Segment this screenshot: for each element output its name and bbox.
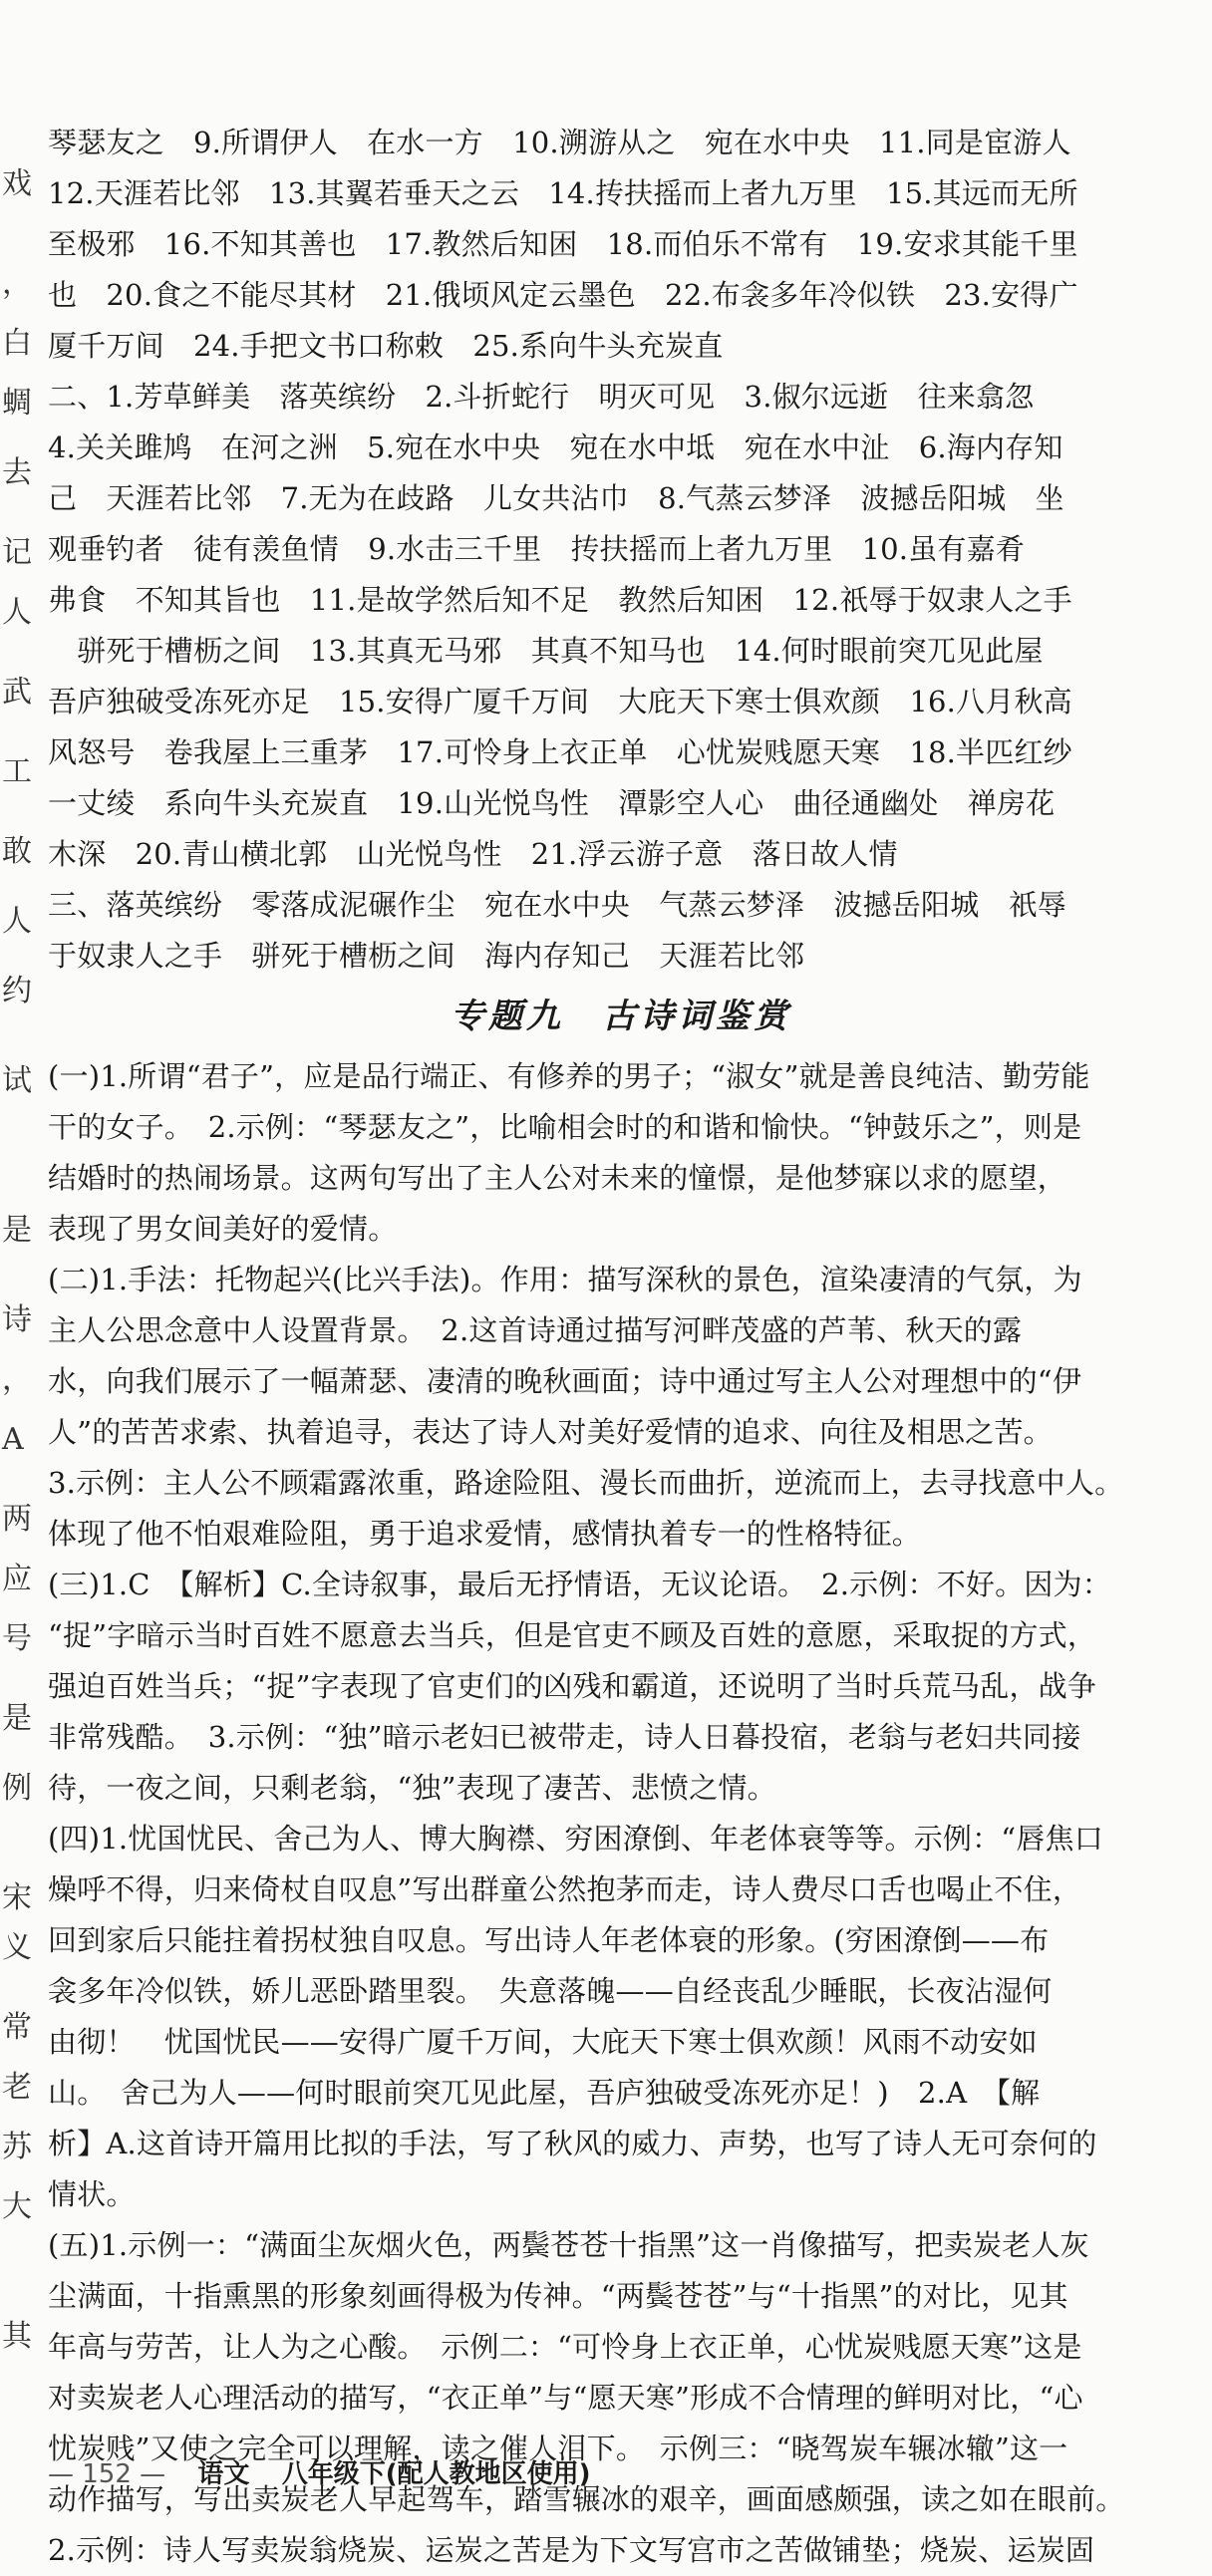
fill-in-answers-block (48, 118, 1194, 982)
section-title: 专题九 古诗词鉴赏 (451, 997, 791, 1036)
margin-glyph: 敢 (2, 834, 32, 869)
appreciation-line: 3.示例：主人公不顾霜露浓重，路途险阻、漫长而曲折，逆流而上，去寻找意中人。 (48, 1466, 1124, 1500)
appreciation-line: 衾多年冷似铁，娇儿恶卧踏里裂。 失意落魄——自经丧乱少睡眠，长夜沾湿何 (48, 1974, 1053, 2008)
appreciation-line: 表现了男女间美好的爱情。 (48, 1212, 398, 1246)
answer-line: 琴瑟友之 9.所谓伊人 在水一方 10.溯游从之 宛在水中央 11.同是宦游人 (48, 126, 1071, 159)
answer-line: 风怒号 卷我屋上三重茅 17.可怜身上衣正单 心忧炭贱愿天寒 18.半匹红纱 (48, 735, 1072, 769)
appreciation-line: 人”的苦苦求索、执着追寻，表达了诗人对美好爱情的追求、向往及相思之苦。 (48, 1415, 1053, 1449)
margin-glyph: 戏 (2, 166, 32, 201)
appreciation-line: 主人公思念意中人设置背景。 2.这首诗通过描写河畔茂盛的芦苇、秋天的露 (48, 1313, 1023, 1347)
subject-label: 语文 (197, 2459, 250, 2489)
appreciation-line: 尘满面，十指熏黑的形象刻画得极为传神。“两鬓苍苍”与“十指黑”的对比，见其 (48, 2279, 1068, 2313)
appreciation-line: 2.示例：诗人写卖炭翁烧炭、运炭之苦是为下文写宫市之苦做铺垫；烧炭、运炭固 (48, 2533, 1095, 2567)
answer-line: 观垂钓者 徒有羡鱼情 9.水击三千里 抟扶摇而上者九万里 10.虽有嘉肴 (48, 532, 1025, 566)
margin-glyph: 武 (2, 675, 32, 710)
margin-glyph: ， (2, 1362, 32, 1397)
appreciation-line: 燥呼不得，归来倚杖自叹息”写出群童公然抱茅而走，诗人费尽口舌也喝止不住， (48, 1872, 1082, 1906)
margin-glyph: 记 (2, 535, 32, 570)
appreciation-line: 情状。 (48, 2177, 136, 2211)
appreciation-line: 非常残酷。 3.示例：“独”暗示老妇已被带走，诗人日暮投宿，老翁与老妇共同接 (48, 1720, 1081, 1754)
answer-line: 至极邪 16.不知其善也 17.教然后知困 18.而伯乐不常有 19.安求其能千里 (48, 227, 1078, 261)
appreciation-line: 对卖炭老人心理活动的描写，“衣正单”与“愿天寒”形成不合情理的鲜明对比，“心 (48, 2381, 1083, 2415)
grade-label: 八年级下(配人教地区使用) (281, 2459, 591, 2489)
margin-glyph: 应 (2, 1562, 32, 1596)
margin-glyph: 老 (2, 2070, 32, 2105)
page-footer (48, 2454, 590, 2494)
margin-glyph: A (2, 1422, 24, 1457)
margin-glyph: 号 (2, 1621, 32, 1656)
margin-glyph: 蜩 (2, 386, 32, 421)
margin-glyph: 例 (2, 1771, 32, 1806)
appreciation-line: 析】A.这首诗开篇用比拟的手法，写了秋风的威力、声势，也写了诗人无可奈何的 (48, 2127, 1097, 2160)
answer-line: 厦千万间 24.手把文书口称敕 25.系向牛头充炭直 (48, 329, 724, 363)
margin-glyph: 两 (2, 1502, 32, 1537)
margin-glyph: 约 (2, 974, 32, 1008)
appreciation-line: 干的女子。 2.示例：“琴瑟友之”，比喻相会时的和谐和愉快。“钟鼓乐之”，则是 (48, 1110, 1082, 1144)
appreciation-line: 由彻！ 忧国忧民——安得广厦千万间，大庇天下寒士俱欢颜！风雨不动安如 (48, 2025, 1038, 2059)
appreciation-line: 强迫百姓当兵；“捉”字表现了官吏们的凶残和霸道，还说明了当时兵荒马乱，战争 (48, 1669, 1097, 1703)
appreciation-line: 回到家后只能拄着拐杖独自叹息。写出诗人年老体衰的形象。(穷困潦倒——布 (48, 1923, 1050, 1957)
appreciation-line: (五)1.示例一：“满面尘灰烟火色，两鬓苍苍十指黑”这一肖像描写，把卖炭老人灰 (48, 2228, 1089, 2262)
margin-glyph: 去 (2, 455, 32, 490)
answer-line: 弗食 不知其旨也 11.是故学然后知不足 教然后知困 12.祇辱于奴隶人之手 (48, 583, 1072, 617)
margin-glyph: 白 (2, 326, 32, 361)
answer-line: 4.关关雎鸠 在河之洲 5.宛在水中央 宛在水中坻 宛在水中沚 6.海内存知 (48, 430, 1063, 464)
appreciation-line: (三)1.C 【解析】C.全诗叙事，最后无抒情语，无议论语。 2.示例：不好。因为： (48, 1568, 1111, 1601)
margin-glyph: 试 (2, 1063, 32, 1098)
appreciation-line: 结婚时的热闹场景。这两句写出了主人公对未来的憧憬，是他梦寐以求的愿望， (48, 1161, 1067, 1195)
answer-line: 己 天涯若比邻 7.无为在歧路 儿女共沾巾 8.气蒸云梦泽 波撼岳阳城 坐 (48, 481, 1064, 515)
appreciation-line: 忧炭贱”又使之完全可以理解，读之催人泪下。 示例三：“晓驾炭车辗冰辙”这一 (48, 2432, 1068, 2465)
margin-glyph: 人 (2, 595, 32, 630)
appreciation-line: (一)1.所谓“君子”，应是品行端正、有修养的男子；“淑女”就是善良纯洁、勤劳能 (48, 1059, 1090, 1093)
appreciation-line: (四)1.忧国忧民、舍己为人、博大胸襟、穷困潦倒、年老体衰等等。示例：“唇焦口 (48, 1822, 1103, 1856)
margin-glyph: 常 (2, 2010, 32, 2045)
appreciation-line: 水，向我们展示了一幅萧瑟、凄清的晚秋画面；诗中通过写主人公对理想中的“伊 (48, 1364, 1082, 1398)
appreciation-line: 年高与劳苦，让人为之心酸。 示例二：“可怜身上衣正单，心忧炭贱愿天寒”这是 (48, 2330, 1082, 2364)
page-number: — 152 — (48, 2459, 166, 2489)
answer-line: 吾庐独破受冻死亦足 15.安得广厦千万间 大庇天下寒士俱欢颜 16.八月秋高 (48, 685, 1072, 718)
answer-line: 于奴隶人之手 骈死于槽枥之间 海内存知己 天涯若比邻 (48, 939, 805, 973)
appreciation-line: “捉”字暗示当时百姓不愿意去当兵，但是官吏不顾及百姓的意愿，采取捉的方式， (48, 1618, 1097, 1652)
margin-glyph: 诗 (2, 1302, 32, 1337)
margin-glyph: 其 (2, 2319, 32, 2354)
left-margin-bleed (0, 0, 40, 2514)
margin-glyph: 义 (2, 1930, 32, 1965)
appreciation-line: 体现了他不怕艰难险阻，勇于追求爱情，感情执着专一的性格特征。 (48, 1517, 922, 1551)
margin-glyph: 工 (2, 754, 32, 789)
margin-glyph: 是 (2, 1213, 32, 1248)
margin-glyph: 宋 (2, 1880, 32, 1915)
margin-glyph: 大 (2, 2189, 32, 2224)
appreciation-line: 动作描写，写出卖炭老人早起驾车，踏雪辗冰的艰辛，画面感颇强，读之如在眼前。 (48, 2482, 1125, 2516)
answer-line: 一丈绫 系向牛头充炭直 19.山光悦鸟性 潭影空人心 曲径通幽处 禅房花 (48, 786, 1056, 820)
poetry-appreciation-block (48, 1051, 1194, 2576)
answer-line: 骈死于槽枥之间 13.其真无马邪 其真不知马也 14.何时眼前突兀见此屋 (48, 634, 1044, 668)
appreciation-line: (二)1.手法：托物起兴(比兴手法)。作用：描写深秋的景色，渲染凄清的气氛，为 (48, 1263, 1082, 1296)
answer-line: 二、1.芳草鲜美 落英缤纷 2.斗折蛇行 明灭可见 3.俶尔远逝 往来翕忽 (48, 380, 1035, 414)
appreciation-line: 待，一夜之间，只剩老翁，“独”表现了凄苦、悲愤之情。 (48, 1771, 776, 1805)
margin-glyph: 苏 (2, 2130, 32, 2164)
answer-line: 12.天涯若比邻 13.其翼若垂天之云 14.抟扶摇而上者九万里 15.其远而无所 (48, 176, 1078, 210)
answer-line: 也 20.食之不能尽其材 21.俄顷风定云墨色 22.布衾多年冷似铁 23.安得广 (48, 278, 1078, 312)
appreciation-line: 山。 舍己为人——何时眼前突兀见此屋，吾庐独破受冻死亦足！) 2.A 【解 (48, 2076, 1041, 2110)
answer-line: 三、落英缤纷 零落成泥碾作尘 宛在水中央 气蒸云梦泽 波撼岳阳城 祇辱 (48, 888, 1067, 922)
margin-glyph: ， (2, 266, 32, 301)
answer-line: 木深 20.青山横北郭 山光悦鸟性 21.浮云游子意 落日故人情 (48, 837, 898, 871)
margin-glyph: 人 (2, 904, 32, 939)
answer-page (48, 118, 1194, 2576)
margin-glyph: 是 (2, 1701, 32, 1736)
